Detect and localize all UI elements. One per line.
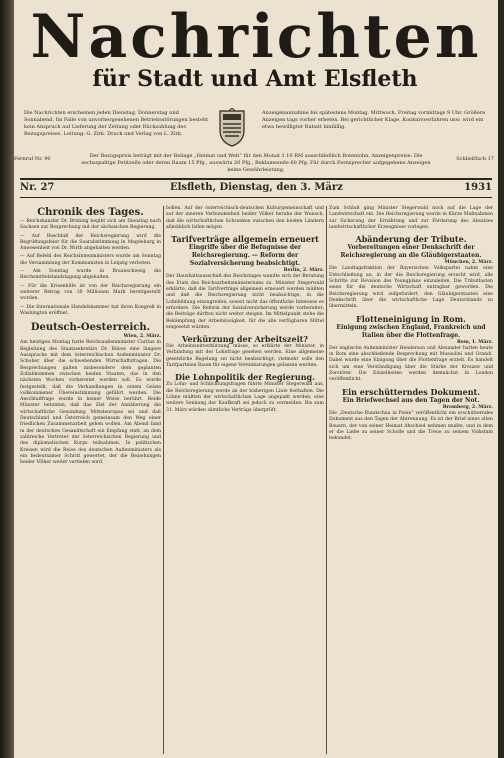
- dateline: Berlin, 2. März.: [283, 268, 324, 274]
- article-body: Die „Deutsche Rundschau in Polen“ veröffentlicht ein erschütterndes Dokument aus den Tagen der Abtrennung. Es ist der Brief eines alten Bauern, der von seiner Heimat Abschied nehmen mußte, und in dem er die Liebe zu seiner Scholle und die Treue zu seinem Volkstum bekundet.: [329, 410, 493, 442]
- article-subheading: Vorbereitungen einer Denkschrift der Reichsregierung an die Gläubigerstaaten.: [340, 244, 482, 260]
- article-body: bollen. Auf der österreichisch-deutschen Kulturgemeinschaft und auf der inneren Verbundenheit beider Völker beruhe der Wunsch, daß die wirtschaftlichen Schranken zwischen den beiden Ländern allmählich fallen mögen.: [166, 206, 324, 230]
- newspaper-page: [14, 0, 498, 758]
- column-3: [329, 206, 493, 444]
- issue-date: Elsfleth, Dienstag, den 3. März: [170, 182, 343, 193]
- chronik-item: — Die Internationale Handelskammer hat ihren Kongreß in Washington eröffnet.: [20, 304, 161, 316]
- dateline: Bromberg, 2. März.: [442, 404, 493, 410]
- masthead-title: Nachrichten: [30, 2, 482, 72]
- article-body: Der englische Außenminister Henderson und Alexander hatten heute in Rom eine abschließende Besprechung mit Mussolini und Grandi. Dabei wurde eine Einigung über die Flottenfrage erzielt. Es handelt sich um eine Verständigung über die Stärke der Kreuzer und Zerstörer. Die Einzelheiten werden demnächst in London veröffentlicht.: [329, 345, 493, 383]
- subscription-info: Der Bezugspreis beträgt mit der Beilage „Heimat und Welt“ für den Monat 1.10 RM ausschließlich Botenlohn. Anzeigenpreise: Die sechsspaltige Petitzeile oder deren Raum 15 Pfg., auswärts 20 Pfg., Reklamezeile 60 Pfg. Für durch Fernsprecher aufgegebene Anzeigen keine Gewährleistung.: [81, 153, 431, 173]
- dateline: München, 2. März.: [444, 260, 493, 266]
- issue-year: 1931: [464, 182, 492, 193]
- masthead-subtitle: für Stadt und Amt Elsfleth: [92, 66, 418, 92]
- chronik-item: — Auf Beschluß der Reichsregierung wird die Begrüßungsfeier für die Saarabstimmung in Magdeburg in Anwesenheit von Dr. Wirth abgehalten werden.: [20, 233, 161, 252]
- chronik-heading: Chronik des Tages.: [37, 207, 144, 218]
- article-subheading: Einigung zwischen England, Frankreich und Italien über die Flottenfrage.: [336, 323, 486, 339]
- chronik-item: — Am Sonntag wurde in Braunschweig die Reichsmittelstandstagung abgehalten.: [20, 269, 161, 281]
- article-body: Zum Schluß ging Minister Stegerwald noch auf die Lage der Landwirtschaft ein. Die Reichsregierung werde in Kürze Maßnahmen zur Sicherung der Ernährung und zur Förderung des Absatzes landwirtschaftlicher Erzeugnisse vorlegen.: [329, 206, 493, 230]
- article-heading: Abänderung der Tribute.: [355, 234, 467, 245]
- article-heading: Verkürzung der Arbeitszeit?: [182, 334, 308, 345]
- column-divider: [326, 206, 327, 754]
- article-body: Zu Lohn- und Schlichtungsfragen führte Minister Stegerwald aus, die Reichsregierung werde an der bisherigen Linie festhalten. Die Löhne müßten der wirtschaftlichen Lage angepaßt werden, eine weitere Senkung der Kaufkraft sei jedoch zu vermeiden. Bis zum 31. März würden sämtliche Verträge überprüft.: [166, 382, 324, 413]
- date-row: [20, 180, 492, 196]
- chronik-item: — Für die Krisenhilfe ist von der Reichsregierung ein weiterer Betrag von 30 Millionen Mark bereitgestellt worden.: [20, 283, 161, 302]
- article-body: Die Landtagsfraktion der Bayerischen Volkspartei nahm eine Entschließung an, in der die Reichsregierung ersucht wird, alle Schritte zur Revision des Youngplans einzuleiten. Die Tributlasten seien für die deutsche Wirtschaft untragbar geworden. Die Reichsregierung wird aufgefordert, den Gläubigerstaaten eine Denkschrift über die wirtschaftliche Lage Deutschlands zu übermitteln.: [329, 266, 493, 310]
- article-subheading: Eingriffe über die Befugnisse der Reichsregierung. — Reform der Sozialversicherung beabsichtigt.: [188, 244, 302, 268]
- coat-of-arms-icon: [217, 108, 247, 148]
- divider: [20, 197, 492, 198]
- book-binding: [0, 0, 14, 758]
- postbox: Schließfach 17: [456, 156, 494, 162]
- publication-info: Die Nachrichten erscheinen jeden Dienstag, Donnerstag und Sonnabend. Im Falle von unvorhergesehenen Betriebsstörungen besteht kein Anspruch auf Lieferung der Zeitung oder Rückzahlung des Bezugspreises. Leitung: G. Zirk. Druck und Verlag von L. Zirk.: [24, 110, 209, 137]
- article-heading: Flotteneinigung in Rom.: [356, 313, 466, 324]
- column-divider: [163, 206, 164, 754]
- article-heading: Ein erschütterndes Dokument.: [341, 386, 481, 397]
- chronik-item: — Auf Befehl des Reichsinnenministers wurde am Sonntag die Versammlung der Kommunisten in Leipzig verboten.: [20, 254, 161, 266]
- article-heading: Deutsch-Oesterreich.: [30, 322, 151, 334]
- phone-number: Fernruf Nr. 90: [14, 156, 51, 162]
- article-body: Der Haushaltsausschuß des Reichstages wandte sich der Beratung des Etats des Reichsarbeitsministeriums zu. Minister Stegerwald erklärte, daß die Tarifverträge allgemein erneuert werden müßten und daß die Reichsregierung nicht beabsichtige, in die Lohnbildung einzugreifen, soweit nicht das öffentliche Interesse es erfordere. Die Reform der Sozialversicherung werde vorbereitet; die Beiträge dürften nicht weiter steigen. Im Mittelpunkt stehe die Bekämpfung der Arbeitslosigkeit, für die alle verfügbaren Mittel eingesetzt würden.: [166, 274, 324, 330]
- article-heading: Tarifverträge allgemein erneuert: [171, 234, 319, 245]
- dateline: Rom, 1. März.: [456, 339, 493, 345]
- article-body: Am heutigen Montag hatte Reichsaußenminister Curtius in Begleitung des Staatssekretärs Dr. Bülow eine längere Aussprache mit dem österreichischen Außenminister Dr. Schober über die schwebenden Wirtschaftsfragen. Die Besprechungen galten insbesondere dem geplanten Zollabkommen zwischen beiden Staaten, das in den nächsten Wochen vorbereitet werden soll. Es wurde festgestellt, daß die Verhandlungen in einem Geiste vollkommener Übereinstimmung geführt werden. Die Anschlußfrage wurde in keiner Weise berührt. Beide Minister betonten, daß das Ziel der Annäherung die wirtschaftliche Gesundung Mitteleuropas sei und daß Deutschland und Österreich gemeinsam den Weg einer friedlichen Zusammenarbeit gehen wollen. Am Abend fand in der deutschen Gesandtschaft ein Empfang statt, an dem zahlreiche Vertreter der österreichischen Regierung und des diplomatischen Korps teilnahmen. In politischen Kreisen wird die Reise des deutschen Außenministers als ein bedeutsamer Schritt gewertet, der die Beziehungen beider Völker weiter vertiefen wird.: [20, 340, 161, 466]
- article-heading: Die Lohnpolitik der Regierung.: [175, 372, 315, 383]
- article-body: Die Arbeitszeitverkürzung müsse, so erklärte der Minister, in Verbindung mit der Lohnfrage gesehen werden. Eine allgemeine gesetzliche Regelung sei nicht beabsichtigt; vielmehr solle den Tarifparteien Raum für eigene Vereinbarungen gelassen werden.: [166, 344, 324, 369]
- issue-number: Nr. 27: [20, 182, 55, 193]
- column-2: [166, 206, 324, 416]
- column-1: [20, 206, 161, 468]
- advertisement-info: Anzeigenannahme bis spätestens Montag, Mittwoch, Freitag vormittags 9 Uhr. Größere Anzeigen tags vorher erbeten. Bei gerichtlicher Klage, Konkursverfahren usw. wird ein etwa bewilligter Rabatt hinfällig.: [262, 110, 486, 130]
- chronik-item: — Reichskanzler Dr. Brüning begibt sich am Dienstag nach Sachsen zur Besprechung mit der sächsischen Regierung.: [20, 219, 161, 231]
- article-subheading: Ein Briefwechsel aus den Tagen der Not.: [342, 396, 480, 404]
- dateline: Wien, 2. März.: [123, 334, 161, 340]
